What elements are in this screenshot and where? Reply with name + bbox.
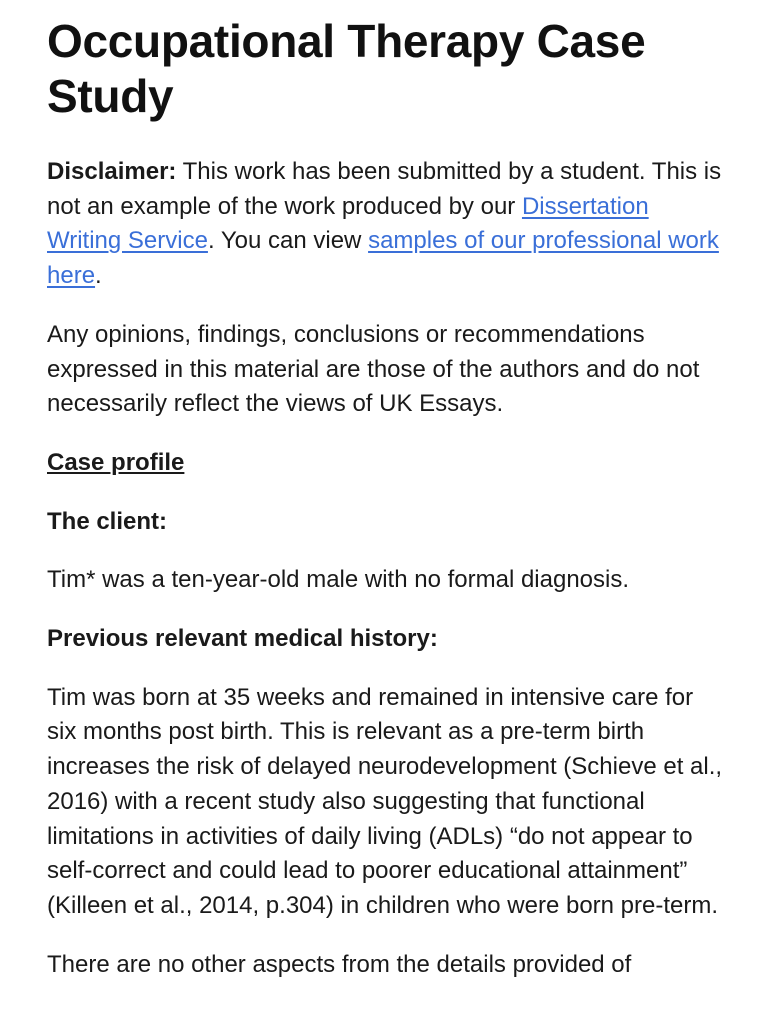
client-heading xyxy=(47,505,728,540)
next-paragraph: There are no other aspects from the details provided of xyxy=(47,950,632,978)
case-profile-heading xyxy=(47,446,728,481)
history-paragraph: Tim was born at 35 weeks and remained in intensive care for six months post birth. This is relevant as a pre-term birth increases the risk of delayed neurodevelopment (Schieve et al., 2016) with a recent study also suggesting that functional limitations in activities of daily living (ADLs) “do not appear to self-correct and could lead to poorer educational attainment” (Killeen et al., 2014, p.304) in children who were born pre-term. xyxy=(47,683,723,919)
history-heading xyxy=(47,622,728,657)
disclaimer-text-2: . You can view xyxy=(207,227,369,255)
disclaimer-text-1: This work has been submitted by a student. This is not an example of the work produced by our xyxy=(47,158,722,220)
disclaimer-label: Disclaimer: xyxy=(47,158,177,185)
client-heading-text: The client: xyxy=(47,507,168,535)
opinions-paragraph: Any opinions, findings, conclusions or recommendations expressed in this material are those of the authors and do not necessarily reflect the views of UK Essays. xyxy=(47,320,700,418)
case-profile-heading-text: Case profile xyxy=(47,448,185,476)
disclaimer-paragraph xyxy=(47,155,728,294)
article-title: Occupational Therapy Case Study xyxy=(47,15,646,122)
dissertation-service-link[interactable]: Dissertation Writing Service xyxy=(47,192,649,255)
client-paragraph: Tim* was a ten-year-old male with no formal diagnosis. xyxy=(47,566,630,594)
professional-samples-link[interactable]: samples of our professional work here xyxy=(47,227,719,290)
history-heading-text: Previous relevant medical history: xyxy=(47,625,438,653)
disclaimer-text-3: . xyxy=(95,262,102,290)
